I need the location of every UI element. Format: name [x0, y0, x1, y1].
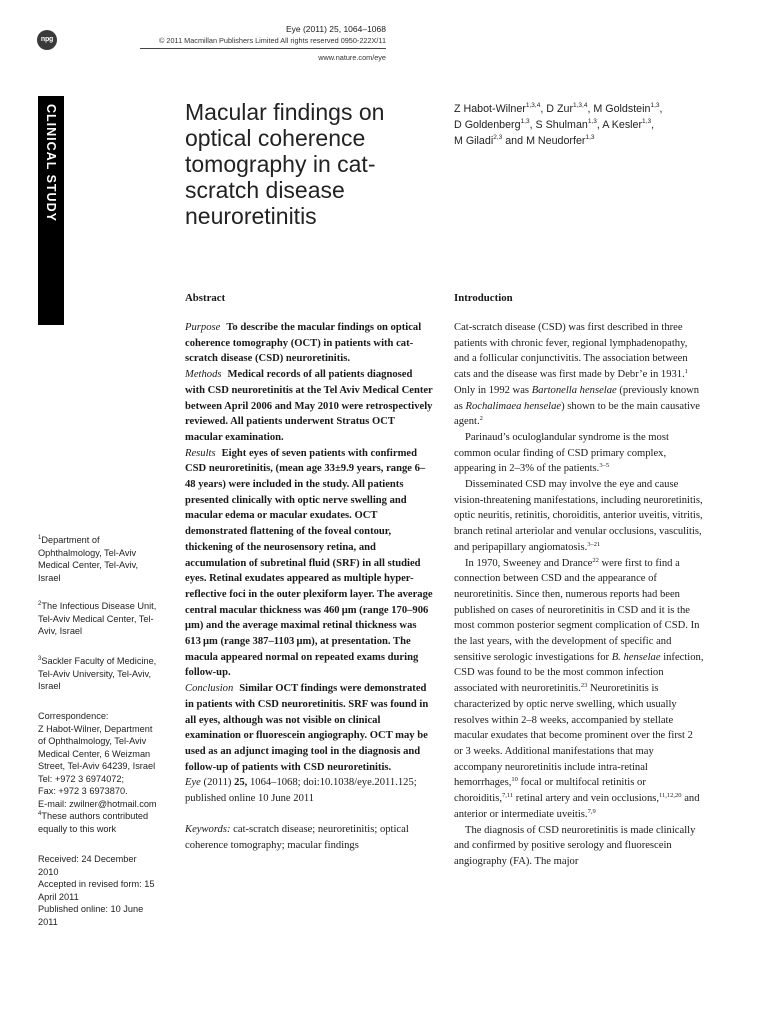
- npg-logo: npg: [37, 30, 57, 50]
- affiliation-text: The Infectious Disease Unit, Tel-Aviv Medical Center, Tel-Aviv, Israel: [38, 601, 157, 636]
- article-type-label: CLINICAL STUDY: [44, 104, 58, 222]
- abstract-conclusion: [185, 681, 433, 775]
- author: S Shulman: [535, 119, 588, 131]
- author-affiliation-mark: 1,3: [650, 102, 660, 109]
- keywords-label: Keywords:: [185, 823, 231, 835]
- article-dates: [38, 853, 158, 928]
- article-type-tab: [38, 96, 64, 325]
- abstract-heading: Abstract: [185, 292, 226, 304]
- intro-paragraph-5: The diagnosis of CSD neuroretinitis is made clinically and confirmed by positive serology and fluorescein angiography (FA). The major: [454, 824, 696, 867]
- intro-paragraph-2: Parinaud’s oculoglandular syndrome is the most common ocular finding of CSD primary complex, appearing in 2–3% of the patients.$^{3-5}$: [454, 431, 669, 475]
- correspondence-block: [38, 710, 158, 835]
- affiliation-3: [38, 655, 158, 693]
- affiliation-number: 1: [38, 535, 42, 541]
- abstract-citation: [185, 775, 433, 806]
- author-affiliation-mark: 1,3,4: [525, 102, 541, 109]
- authors-and: and: [505, 135, 524, 147]
- author: A Kesler: [602, 119, 643, 131]
- article-title: Macular findings on optical coherence tomography in cat-scratch disease neuroretinitis: [185, 99, 385, 229]
- affiliation-text: Sackler Faculty of Medicine, Tel-Aviv University, Tel-Aviv, Israel: [38, 656, 157, 691]
- author: D Goldenberg: [454, 119, 521, 131]
- conclusion-text: Similar OCT findings were demonstrated in patients with CSD neuroretinitis. SRF was found in all eyes, although was not visible on clinical examination or fluorescein angiography. OCT may be used as an adjunct imaging tool in the diagnosis and follow-up of patients with CSD neuroretinitis.: [185, 683, 429, 773]
- author: Z Habot-Wilner: [454, 103, 526, 115]
- author: D Zur: [546, 103, 573, 115]
- methods-text: Medical records of all patients diagnosed with CSD neuroretinitis at the Tel Aviv Medical Center between April 2006 and May 2010 were retrospectively reviewed. All patients underwent Stratus OCT macular examination.: [185, 369, 433, 443]
- results-text: Eight eyes of seven patients with confirmed CSD neuroretinitis, (mean age 33±9.9 years, range 6–48 years) were included in the study. All patients presented clinically with optic nerve swelling and macular edema or macular exudates. OCT demonstrated flattening of the foveal contour, thickening of the neurosensory retina, and accumulation of subretinal fluid (SRF) in all studied eyes. Retinal exudates appeared as multiple hyper-reflective foci in the outer plexiform layer. The average central macular thickness was 460 μm (range 170–906 μm) and the average maximal retinal thickness was 613 μm (range 387–1103 μm), at presentation. The macula appeared normal on repeated exams during follow-up.: [185, 447, 433, 679]
- correspondence-address: Z Habot-Wilner, Department of Ophthalmology, Tel-Aviv Medical Center, 6 Weizman Street, Tel-Aviv 64239, Israel: [38, 723, 156, 771]
- abstract-methods: [185, 367, 433, 446]
- affiliation-1: [38, 534, 158, 584]
- affiliation-number: 2: [38, 601, 42, 607]
- abstract-results: [185, 446, 433, 682]
- abstract-keywords: [185, 822, 433, 853]
- affiliation-2: [38, 600, 158, 638]
- note-number: 4: [38, 811, 42, 817]
- author-affiliation-mark: 1,3: [520, 118, 530, 125]
- abstract-body: [185, 320, 433, 853]
- header-rule: [140, 48, 386, 49]
- received-date: Received: 24 December 2010: [38, 854, 137, 877]
- equal-contribution-note: [38, 810, 158, 835]
- citation-details: 1064–1068; doi:10.1038/eye.2011.125; published online 10 June 2011: [185, 777, 417, 805]
- results-label: Results: [185, 447, 216, 459]
- correspondence-tel: Tel: +972 3 6974072;: [38, 773, 125, 784]
- purpose-text: To describe the macular findings on optical coherence tomography (OCT) in patients with cat-scratch disease (CSD) neuroretinitis.: [185, 322, 422, 365]
- author-affiliation-mark: 2,3: [493, 134, 503, 141]
- author-affiliation-mark: 1,3: [585, 134, 595, 141]
- author: M Giladi: [454, 135, 494, 147]
- affiliation-text: Department of Ophthalmology, Tel-Aviv Medical Center, Tel-Aviv, Israel: [38, 535, 139, 583]
- author-affiliation-mark: 1,3: [642, 118, 652, 125]
- intro-paragraph-3: Disseminated CSD may involve the eye and cause vision-threatening manifestations, including neuroretinitis, optic neuritis, retinitis, choroiditis, anterior uveitis, vitritis, branch retinal arteriolar and venular occlusions, vasculitis, and peripapillary angiomatosis.$^{3-21}$: [454, 479, 703, 553]
- intro-paragraph-4: In 1970, Sweeney and Drance$^{22}$ were first to find a connection between CSD and the appearance of neuroretinitis. Since then, numerous reports had been published on cases of neuroretinitis in CSD and it is the most common posterior segment complication of CSD. In the last years, with the development of specific and sensitive serologic investigations for B. henselae infection, CSD was found to be the most common infection associated with neuroretinitis.$^{23}$ Neuroretinitis is characterized by optic nerve swelling, which usually resolves within 2–8 weeks, accompanied by stellate macular exudates that become prominent over the first 2 or 3 weeks. Additional manifestations that may accompany neuroretinitis include intra-retinal hemorrhages,$^{10}$ focal or multifocal retinitis or choroiditis,$^{7,11}$ retinal artery and vein occlusions,$^{11,12,20}$ and anterior or intermediate uveitis.$^{7,9}$: [454, 556, 704, 820]
- author: M Neudorfer: [526, 135, 586, 147]
- purpose-label: Purpose: [185, 322, 221, 333]
- journal-citation: Eye (2011) 25, 1064–1068: [285, 24, 386, 34]
- published-date: Published online: 10 June 2011: [38, 904, 144, 927]
- author-affiliation-mark: 1,3,4: [573, 102, 588, 109]
- copyright-line: © 2011 Macmillan Publishers Limited All rights reserved 0950-222X/11: [159, 36, 386, 45]
- author-affiliation-mark: 1,3: [587, 118, 597, 125]
- affiliation-number: 3: [38, 656, 42, 662]
- introduction-body: [454, 320, 704, 870]
- journal-url[interactable]: www.nature.com/eye: [318, 53, 386, 62]
- note-text: These authors contributed equally to this work: [38, 811, 149, 834]
- correspondence-fax: Fax: +972 3 6973870.: [38, 786, 128, 796]
- conclusion-label: Conclusion: [185, 683, 234, 695]
- abstract-purpose: [185, 320, 433, 367]
- introduction-heading: Introduction: [454, 292, 513, 304]
- citation-journal: Eye: [185, 777, 201, 789]
- author: M Goldstein: [593, 103, 651, 115]
- correspondence-email[interactable]: E-mail: zwilner@hotmail.com: [38, 798, 157, 809]
- author-list: Z Habot-Wilner$^{1,3,4}$, D Zur$^{1,3,4}$, M Goldstein$^{1,3}$, D Goldenberg$^{1,3}$, S Shulman$^{1,3}$, A Kesler$^{1,3}$, M Giladi$^{2,3}$ and M Neudorfer$^{1,3}$: [454, 102, 663, 147]
- correspondence-label: Correspondence:: [38, 711, 109, 721]
- intro-paragraph-1: Cat-scratch disease (CSD) was first described in three patients with chronic fever, regional lymphadenopathy, and a follicular conjunctivitis. The association between cats and the disease was first made by Debr’e in 1931.$^1$ Only in 1992 was Bartonella henselae (previously known as Rochalimaea henselae) shown to be the main causative agent.$^2$: [454, 322, 700, 428]
- citation-year: (2011): [203, 777, 232, 789]
- keywords-text: cat-scratch disease; neuroretinitis; optical coherence tomography; macular findings: [185, 823, 409, 851]
- methods-label: Methods: [185, 369, 222, 381]
- citation-volume: 25,: [234, 777, 248, 789]
- accepted-date: Accepted in revised form: 15 April 2011: [38, 879, 155, 902]
